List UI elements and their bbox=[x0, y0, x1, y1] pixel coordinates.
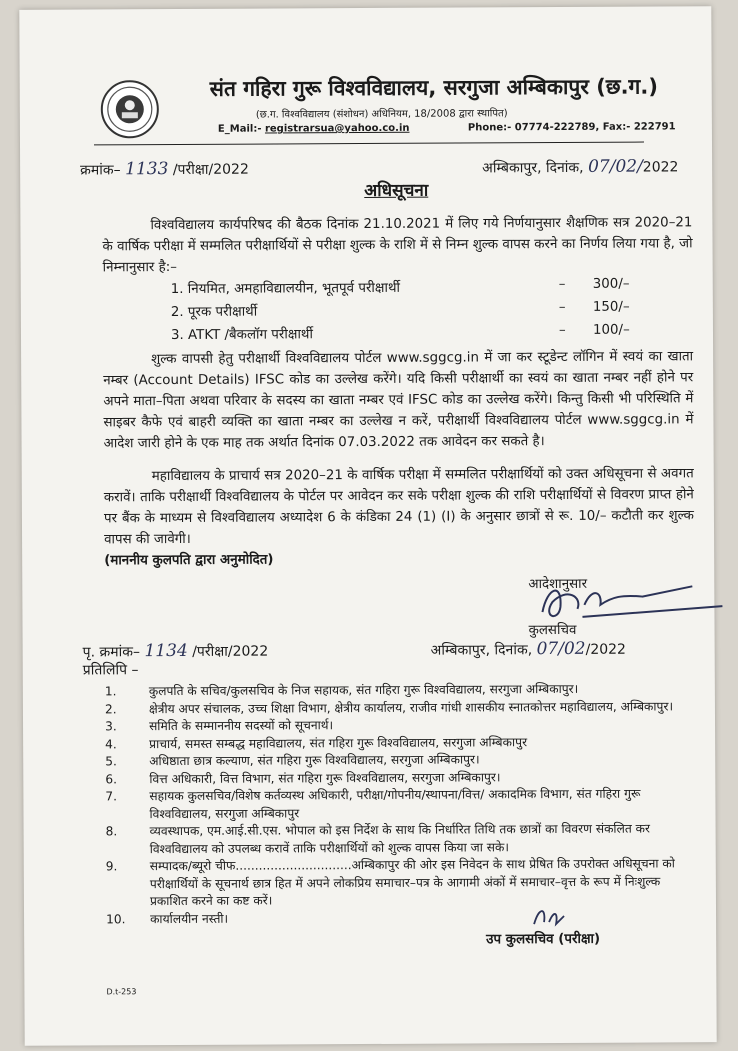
principal-instruction-paragraph bbox=[104, 463, 694, 550]
registrar-title: कुलसचिव bbox=[528, 622, 577, 639]
list-item: 10. कार्यालयीन नस्ती। bbox=[106, 911, 229, 926]
notification-heading: अधिसूचना bbox=[364, 180, 429, 202]
ref-prefix: पृ. क्रमांक– bbox=[82, 644, 141, 661]
list-item: 8. व्यवस्थापक, एम.आई.सी.एस. भोपाल को इस निर्देश के साथ कि निर्धारित तिथि तक छात्रों का विवरण संकलित कर विश्वविद्यालय को उपलब्ध करावें ताकि परीक्षार्थियों को शुल्क वापस किया जा सके। bbox=[105, 821, 651, 856]
intro-text: विश्वविद्यालय कार्यपरिषद की बैठक दिनांक 21.10.2021 में लिए गये निर्णयानुसार शैक्षणिक सत्र 2020–21 के वार्षिक परीक्षा में सम्मलित परीक्षार्थियों से परीक्षा शुल्क के राशि में से निम्न शुल्क वापस करने का निर्णय लिया गया है, जो निम्नानुसार है:– bbox=[102, 215, 693, 276]
list-item: 1. कुलपति के सचिव/कुलसचिव के निज सहायक, संत गहिरा गुरू विश्वविद्यालय, सरगुजा अम्बिकापुर। bbox=[104, 681, 579, 699]
ref-suffix: /परीक्षा/2022 bbox=[192, 643, 269, 660]
university-seal-icon bbox=[100, 79, 160, 139]
place-date-label: अम्बिकापुर, दिनांक, bbox=[430, 642, 533, 659]
approval-note: (माननीय कुलपति द्वारा अनुमोदित) bbox=[104, 552, 274, 569]
list-item: 5. अधिष्ठाता छात्र कल्याण, संत गहिरा गुरू विश्वविद्यालय, सरगुजा अम्बिकापुर। bbox=[105, 752, 480, 769]
date-year: 2022 bbox=[642, 159, 679, 176]
fee-item-label: 1. नियमित, अमहाविद्यालयीन, भूतपूर्व परीक्षार्थी bbox=[170, 280, 401, 298]
ref-number-handwritten: 1133 bbox=[125, 159, 169, 180]
header-divider bbox=[94, 142, 644, 146]
copy-place-date bbox=[431, 639, 626, 660]
fee-item-dash: – bbox=[558, 276, 566, 292]
university-name: संत गहिरा गुरू विश्वविद्यालय, सरगुजा अम्बिकापुर (छ.ग.) bbox=[209, 74, 658, 101]
fee-item-amount: 150/– bbox=[592, 299, 630, 315]
copy-distribution-list bbox=[105, 680, 696, 928]
fee-item-amount: 100/– bbox=[592, 322, 630, 338]
deputy-registrar-title: उप कुलसचिव (परीक्षा) bbox=[486, 931, 601, 948]
fee-item-label: 3. ATKT /बैकलॉग परीक्षार्थी bbox=[170, 327, 313, 344]
refund-procedure-paragraph bbox=[103, 346, 694, 454]
date-handwritten: 07/02/ bbox=[588, 156, 643, 177]
university-subtitle: (छ.ग. विश्वविद्यालय (संशोधन) अधिनियम, 18/2008 द्वारा स्थापित) bbox=[255, 108, 508, 121]
email-label: E_Mail:- bbox=[217, 123, 265, 135]
list-item: 2. क्षेत्रीय अपर संचालक, उच्च शिक्षा विभाग, क्षेत्रीय कार्यालय, राजीव गांधी शासकीय स्नातकोत्तर महाविद्यालय, अम्बिकापुर। bbox=[104, 698, 674, 716]
ref-prefix: क्रमांक– bbox=[80, 162, 121, 179]
ref-suffix: /परीक्षा/2022 bbox=[172, 161, 249, 179]
reference-number bbox=[80, 159, 249, 180]
list-item: 4. प्राचार्य, समस्त सम्बद्ध महाविद्यालय, संत गहिरा गुरू विश्वविद्यालय, सरगुजा अम्बिकापुर bbox=[105, 734, 528, 751]
footer-code: D.t-253 bbox=[106, 987, 137, 997]
copy-reference-number bbox=[83, 641, 269, 662]
registrar-signature bbox=[522, 566, 738, 627]
email-link[interactable]: registrarsua@yahoo.co.in bbox=[264, 122, 410, 135]
document-page bbox=[19, 6, 716, 1046]
list-item: 9. सम्पादक/ब्यूरो चीफ..............................अम्बिकापुर की ओर इस निवेदन के साथ प्रेषित कि उपरोक्त अधिसूचना को परीक्षार्थियों के सूचनार्थ छात्र हित में अपने लोकप्रिय समाचार–पत्र के आगामी अंकों में समाचार–वृत्त के रूप में निःशुल्क प्रकाशित करने का कष्ट करें। bbox=[105, 856, 675, 909]
ref-number-handwritten: 1134 bbox=[144, 640, 188, 662]
fee-item-label: 2. पूरक परीक्षार्थी bbox=[170, 304, 258, 321]
date-year: /2022 bbox=[585, 641, 626, 658]
place-date-label: अम्बिकापुर, दिनांक, bbox=[482, 159, 584, 177]
refund-procedure-text: शुल्क वापसी हेतु परीक्षार्थी विश्वविद्यालय पोर्टल www.sggcg.in में जा कर स्टूडेन्ट लॉगिन में स्वयं का खाता नम्बर (Account Details) IFSC कोड का उल्लेख करेंगे। यदि किसी परीक्षार्थी का स्वयं का खाता नम्बर नहीं होने पर अपने माता–पिता अथवा परिवार के सदस्य का खाता नम्बर एवं IFSC कोड का उल्लेख करेंगे। किन्तु किसी भी परिस्थिति में साइबर कैफे एवं बाहरी व्यक्ति का खाता नम्बर का उल्लेख न करें, परीक्षार्थी विश्वविद्यालय पोर्टल www.sggcg.in में आदेश जारी होने के एक माह तक अर्थात दिनांक 07.03.2022 तक आवेदन कर सकते है। bbox=[103, 349, 694, 452]
fee-item-dash: – bbox=[558, 322, 566, 338]
copy-to-label: प्रतिलिपि – bbox=[82, 662, 139, 679]
fee-item-amount: 300/– bbox=[592, 276, 630, 292]
place-date bbox=[482, 156, 678, 177]
phone-line: Phone:- 07774-222789, Fax:- 222791 bbox=[467, 121, 676, 134]
date-handwritten: 07/02 bbox=[536, 638, 586, 660]
list-item: 7. सहायक कुलसचिव/विशेष कर्तव्यस्थ अधिकारी, परीक्षा/गोपनीय/स्थापना/वित्त/ अकादमिक विभाग, संत गहिरा गुरू विश्वविद्यालय, सरगुजा अम्बिकापुर bbox=[105, 786, 641, 821]
list-item: 3. समिति के सम्माननीय सदस्यों को सूचनार्थ। bbox=[105, 718, 334, 734]
email-line bbox=[218, 123, 410, 135]
fee-item-dash: – bbox=[558, 299, 566, 315]
principal-instruction-text: महाविद्यालय के प्राचार्य सत्र 2020–21 के वार्षिक परीक्षा में सम्मलित परीक्षार्थियों को उक्त अधिसूचना से अवगत करावें। ताकि परीक्षार्थी विश्वविद्यालय के पोर्टल पर आवेदन कर सके परीक्षा शुल्क की राशि परीक्षार्थियों से विवरण प्राप्त होने पर बैंक के माध्यम से विश्वविद्यालय अध्यादेश 6 के कंडिका 24 (1) (I) के अनुसार छात्रों से रू. 10/– कटौती कर शुल्क वापस की जावेगी। bbox=[103, 466, 694, 548]
order-by-label: आदेशानुसार bbox=[528, 576, 588, 593]
intro-paragraph bbox=[102, 212, 692, 278]
list-item: 6. वित्त अधिकारी, वित्त विभाग, संत गहिरा गुरू विश्वविद्यालय, सरगुजा अम्बिकापुर। bbox=[105, 769, 501, 786]
deputy-registrar-signature bbox=[524, 902, 584, 930]
